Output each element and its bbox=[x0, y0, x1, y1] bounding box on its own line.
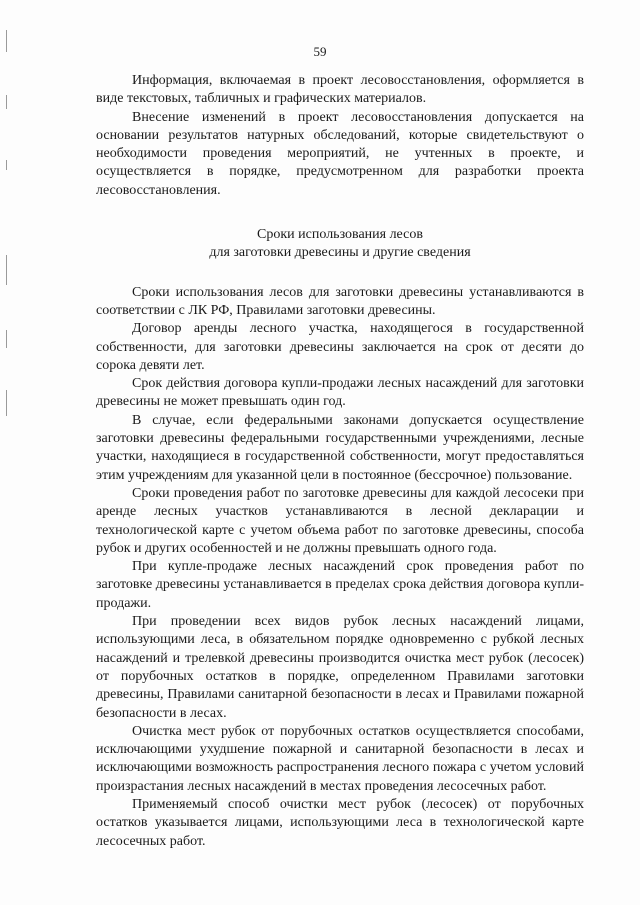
paragraph: При проведении всех видов рубок лесных насаждений лицами, использующими леса, в обязательном порядке одновременно с рубкой лесных насаждений и трелевкой древесины производится очистка мест рубок (лесосек) от порубочных остатков в порядке, определенном Правилами заготовки древесины, Правилами санитарной безопасности в лесах и Правилами пожарной безопасности в лесах. bbox=[96, 614, 584, 721]
paragraph: Применяемый способ очистки мест рубок (лесосек) от порубочных остатков указывается лицами, использующими леса в технологической карте лесосечных работ. bbox=[96, 796, 584, 849]
paragraph: Срок действия договора купли-продажи лесных насаждений для заготовки древесины не может превышать один год. bbox=[96, 376, 584, 410]
document-body bbox=[96, 72, 584, 851]
paragraph: Внесение изменений в проект лесовосстановления допускается на основании результатов натурных обследований, которые свидетельствуют о необходимости проведения мероприятий, не учтенных в проекте, и осуществляется в порядке, предусмотренном для разработки проекта лесовосстановления. bbox=[96, 109, 584, 198]
paragraph: В случае, если федеральными законами допускается осуществление заготовки древесины федеральными государственными учреждениями, лесные участки, находящиеся в государственной собственности, могут предоставляться этим учреждениям для указанной цели в постоянное (бессрочное) пользование. bbox=[96, 412, 584, 483]
page-number: 59 bbox=[313, 44, 327, 59]
scan-margin-marks bbox=[6, 0, 10, 905]
paragraph: При купле-продаже лесных насаждений срок проведения работ по заготовке древесины устанавливается в пределах срока действия договора купли-продажи. bbox=[96, 559, 584, 611]
paragraph: Информация, включаемая в проект лесовосстановления, оформляется в виде текстовых, табличных и графических материалов. bbox=[96, 73, 584, 107]
section-heading-line: Сроки использования лесов bbox=[257, 227, 423, 243]
paragraph: Договор аренды лесного участка, находящегося в государственной собственности, для заготовки древесины заключается на срок от десяти до сорока девяти лет. bbox=[96, 321, 584, 373]
scan-mark bbox=[6, 160, 7, 170]
paragraph: Сроки использования лесов для заготовки древесины устанавливаются в соответствии с ЛК РФ, Правилами заготовки древесины. bbox=[96, 284, 584, 318]
scan-mark bbox=[6, 95, 7, 109]
paragraph: Очистка мест рубок от порубочных остатков осуществляется способами, исключающими ухудшение пожарной и санитарной безопасности в лесах и исключающими возможность распространения лесного пожара с учетом условий произрастания лесных насаждений в местах проведения лесосечных работ. bbox=[96, 723, 584, 794]
paragraph: Сроки проведения работ по заготовке древесины для каждой лесосеки при аренде лесных участков устанавливаются в лесной декларации и технологической карте с учетом объема работ по заготовке древесины, способа рубок и других особенностей и не должны превышать одного года. bbox=[96, 485, 584, 556]
scan-mark bbox=[6, 330, 7, 348]
scan-mark bbox=[6, 390, 7, 416]
section-heading-line: для заготовки древесины и другие сведения bbox=[209, 245, 471, 261]
section-heading bbox=[96, 226, 584, 263]
scan-mark bbox=[6, 255, 7, 285]
